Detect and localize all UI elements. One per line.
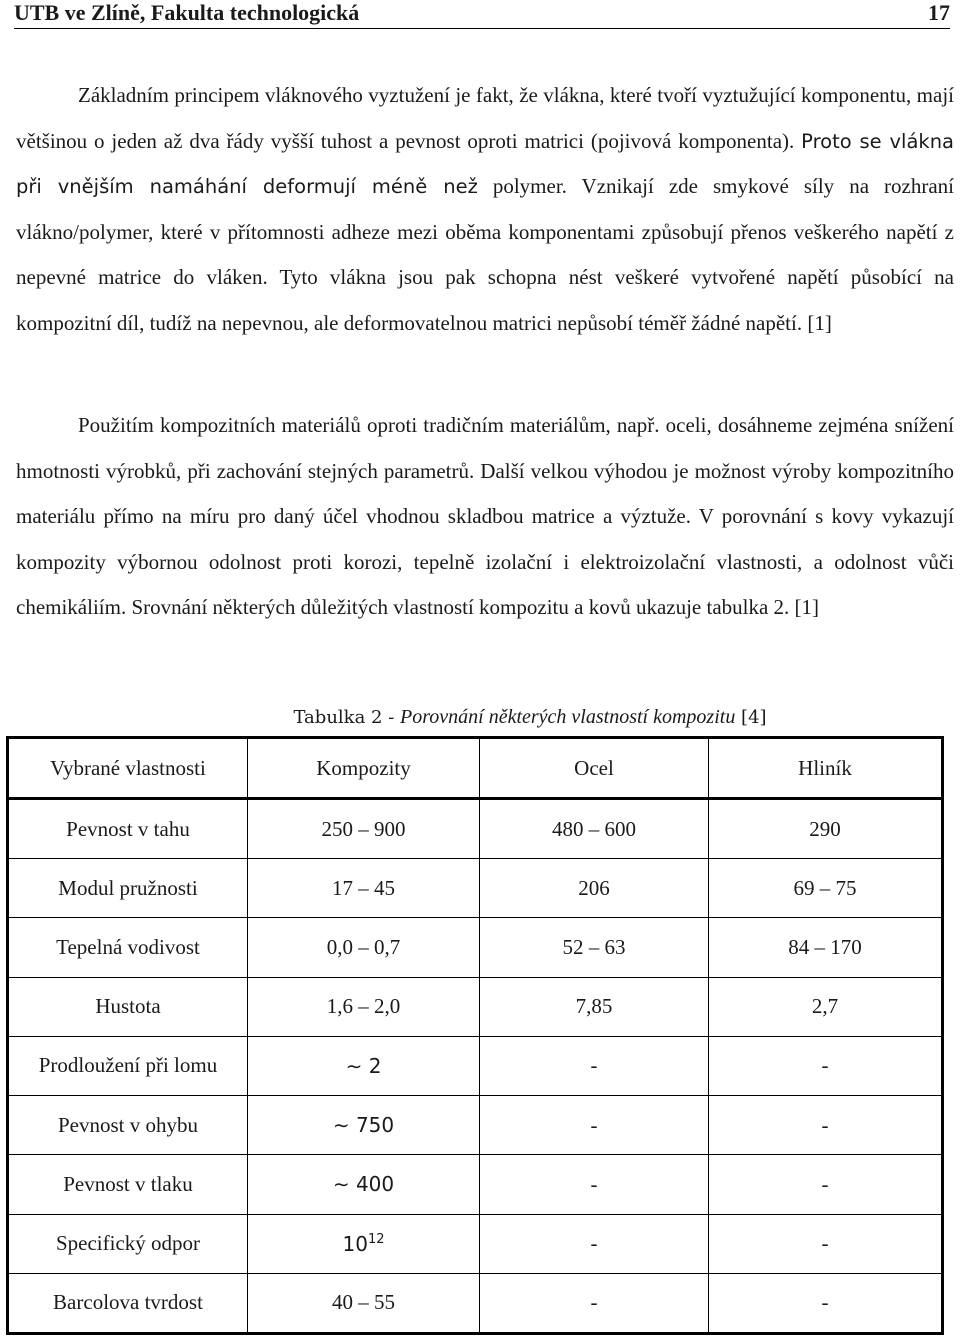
column-header-aluminium: Hliník: [709, 738, 943, 799]
properties-table: [6, 736, 944, 1335]
property-name: Pevnost v tlaku: [8, 1155, 248, 1214]
steel-value: -: [480, 1214, 709, 1273]
steel-value: -: [480, 1273, 709, 1333]
table-row: [8, 1155, 943, 1214]
specific-resistance-exponent: 12: [367, 1231, 385, 1247]
property-name: Pevnost v ohybu: [8, 1096, 248, 1155]
composite-value: 17 – 45: [248, 859, 480, 918]
property-name: Tepelná vodivost: [8, 918, 248, 977]
table-row: [8, 1096, 943, 1155]
aluminium-value: 2,7: [709, 977, 943, 1036]
paragraph-composite-advantages: Použitím kompozitních materiálů oproti tradičním materiálům, např. oceli, dosáhneme zejména snížení hmotnosti výrobků, při zachování stejných parametrů. Další velkou výhodou je možnost výroby kompozitního materiálu přímo na míru pro daný účel vhodnou skladbou matrice a výztuže. V porovnání s kovy vykazují kompozity výbornou odolnost proti korozi, tepelně izolační i elektroizolační vlastnosti, a odolnost vůči chemikáliím. Srovnání některých důležitých vlastností kompozitu a kovů ukazuje tabulka 2. [1]: [16, 413, 954, 619]
aluminium-value: -: [709, 1214, 943, 1273]
table-row: [8, 799, 943, 859]
aluminium-value: -: [709, 1096, 943, 1155]
aluminium-value: -: [709, 1155, 943, 1214]
paragraph1-part2: Proto se vlákna při vnějším namáhání deformují méně než: [16, 129, 954, 198]
composite-value: ∼ 400: [248, 1155, 480, 1214]
steel-value: -: [480, 1155, 709, 1214]
composite-value: 40 – 55: [248, 1273, 480, 1333]
table-caption: [0, 704, 960, 731]
table-row: [8, 1214, 943, 1273]
column-header-steel: Ocel: [480, 738, 709, 799]
composite-value: 1,6 – 2,0: [248, 977, 480, 1036]
table-row: [8, 859, 943, 918]
aluminium-value: 290: [709, 799, 943, 859]
steel-value: 206: [480, 859, 709, 918]
table-row: [8, 977, 943, 1036]
paragraph-fiber-reinforcement: [16, 73, 954, 346]
property-name: Prodloužení při lomu: [8, 1036, 248, 1095]
page-header: [14, 0, 950, 29]
paragraph1-part3: polymer. Vznikají zde smykové síly na rozhraní vlákno/polymer, které v přítomnosti adheze mezi oběma komponentami způsobují přenos veškerého napětí z nepevné matrice do vláken. Tyto vlákna jsou pak schopna nést veškeré vytvořené napětí působící na kompozitní díl, tudíž na nepevnou, ale deformovatelnou matrici nepůsobí téměř žádné napětí. [1]: [16, 174, 954, 335]
aluminium-value: 84 – 170: [709, 918, 943, 977]
steel-value: -: [480, 1036, 709, 1095]
caption-title: Porovnání některých vlastností kompozitu: [400, 706, 736, 728]
table-header-row: [8, 738, 943, 799]
aluminium-value: -: [709, 1273, 943, 1333]
composite-value: 250 – 900: [248, 799, 480, 859]
composite-value: ∼ 2: [248, 1036, 480, 1095]
property-name: Hustota: [8, 977, 248, 1036]
steel-value: 480 – 600: [480, 799, 709, 859]
property-name: Modul pružnosti: [8, 859, 248, 918]
steel-value: 7,85: [480, 977, 709, 1036]
page-number: 17: [928, 0, 950, 25]
property-name: Specifický odpor: [8, 1214, 248, 1273]
steel-value: -: [480, 1096, 709, 1155]
header-title: UTB ve Zlíně, Fakulta technologická: [14, 0, 360, 25]
composite-value: ∼ 750: [248, 1096, 480, 1155]
aluminium-value: -: [709, 1036, 943, 1095]
table-row: [8, 1036, 943, 1095]
specific-resistance-base: 10: [342, 1231, 368, 1256]
caption-reference: [4]: [735, 707, 767, 728]
paragraph1-part1: Základním principem vláknového vyztužení je fakt, že vlákna, které tvoří vyztužující komponentu, mají většinou o jeden až dva řády vyšší tuhost a pevnost oproti matrici (pojivová komponenta).: [16, 83, 954, 153]
aluminium-value: 69 – 75: [709, 859, 943, 918]
column-header-property: Vybrané vlastnosti: [8, 738, 248, 799]
composite-value: [248, 1214, 480, 1273]
table-row: [8, 918, 943, 977]
steel-value: 52 – 63: [480, 918, 709, 977]
property-name: Pevnost v tahu: [8, 799, 248, 859]
composite-value: 0,0 – 0,7: [248, 918, 480, 977]
caption-label: Tabulka 2 -: [293, 707, 401, 728]
column-header-composites: Kompozity: [248, 738, 480, 799]
property-name: Barcolova tvrdost: [8, 1273, 248, 1333]
table-row: [8, 1273, 943, 1333]
